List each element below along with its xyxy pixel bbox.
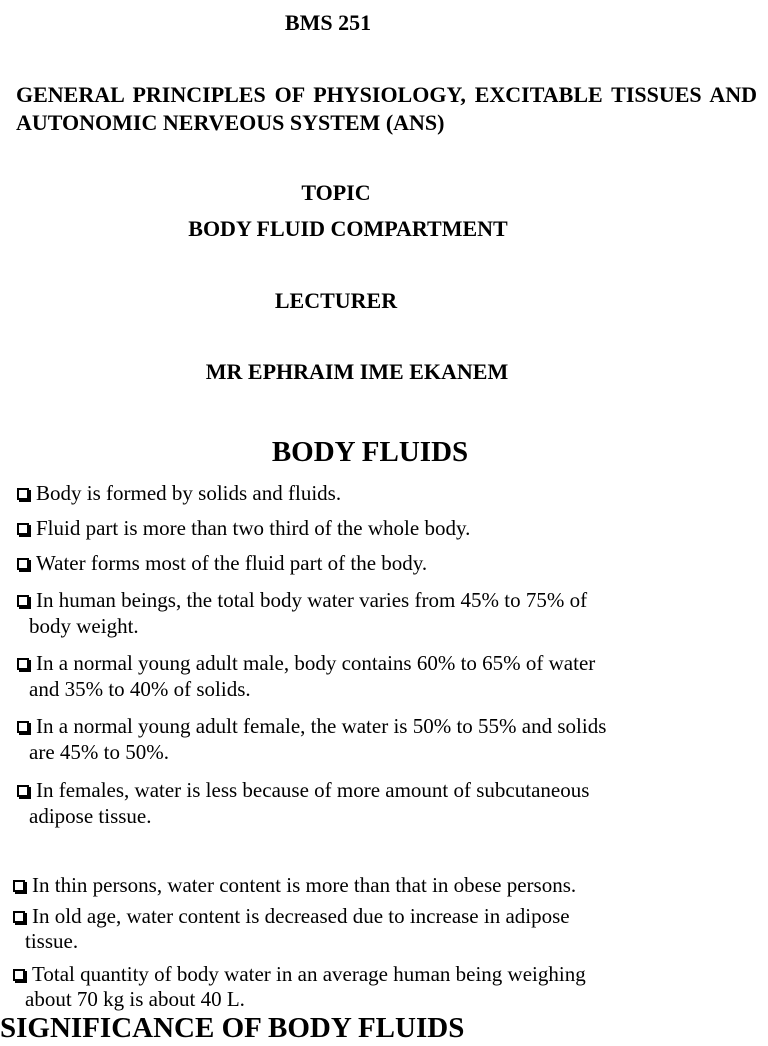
checkbox-bullet-icon xyxy=(17,558,29,570)
bullet-text-continued: tissue. xyxy=(25,929,79,953)
lecturer-name: MR EPHRAIM IME EKANEM xyxy=(205,359,509,384)
bullet-text: Body is formed by solids and fluids. xyxy=(36,481,342,505)
course-code: BMS 251 xyxy=(284,10,372,35)
bullet-text: In old age, water content is decreased due to increase in adipose xyxy=(32,904,570,928)
list-item xyxy=(17,713,606,765)
list-item xyxy=(17,550,427,576)
bullet-text: Total quantity of body water in an average human being weighing xyxy=(32,962,586,986)
list-item xyxy=(17,587,587,639)
checkbox-bullet-icon xyxy=(17,488,29,500)
section-heading: BODY FLUIDS xyxy=(271,436,469,468)
checkbox-bullet-icon xyxy=(13,969,25,981)
bullet-text: In thin persons, water content is more than that in obese persons. xyxy=(32,873,577,897)
list-item xyxy=(17,480,341,506)
list-item xyxy=(17,515,470,541)
lecturer-label: LECTURER xyxy=(274,288,398,313)
checkbox-bullet-icon xyxy=(17,523,29,535)
list-item xyxy=(13,904,570,954)
next-section-heading: SIGNIFICANCE OF BODY FLUIDS xyxy=(0,1012,465,1044)
bullet-text: In a normal young adult male, body contains 60% to 65% of water xyxy=(36,651,596,675)
bullet-text-continued: body weight. xyxy=(29,614,139,638)
checkbox-bullet-icon xyxy=(17,595,29,607)
bullet-text-continued: are 45% to 50%. xyxy=(29,740,169,764)
topic-value: BODY FLUID COMPARTMENT xyxy=(188,216,508,241)
bullet-text: Water forms most of the fluid part of the body. xyxy=(36,551,428,575)
bullet-text: Fluid part is more than two third of the whole body. xyxy=(36,516,471,540)
bullet-text: In females, water is less because of more amount of subcutaneous xyxy=(36,778,590,802)
checkbox-bullet-icon xyxy=(13,911,25,923)
checkbox-bullet-icon xyxy=(17,658,29,670)
bullet-text: In human beings, the total body water varies from 45% to 75% of xyxy=(36,588,588,612)
list-item xyxy=(17,650,595,702)
checkbox-bullet-icon xyxy=(13,880,25,892)
bullet-text-continued: adipose tissue. xyxy=(29,804,152,828)
list-item xyxy=(17,777,589,829)
list-item xyxy=(13,962,586,1012)
bullet-text-continued: and 35% to 40% of solids. xyxy=(29,677,251,701)
bullet-text-continued: about 70 kg is about 40 L. xyxy=(25,987,245,1011)
checkbox-bullet-icon xyxy=(17,785,29,797)
topic-label: TOPIC xyxy=(301,180,371,205)
bullet-text: In a normal young adult female, the water is 50% to 55% and solids xyxy=(36,714,607,738)
course-title: GENERAL PRINCIPLES OF PHYSIOLOGY, EXCITABLE TISSUES AND AUTONOMIC NERVEOUS SYSTEM (ANS) xyxy=(16,82,757,135)
list-item xyxy=(13,872,576,898)
checkbox-bullet-icon xyxy=(17,721,29,733)
